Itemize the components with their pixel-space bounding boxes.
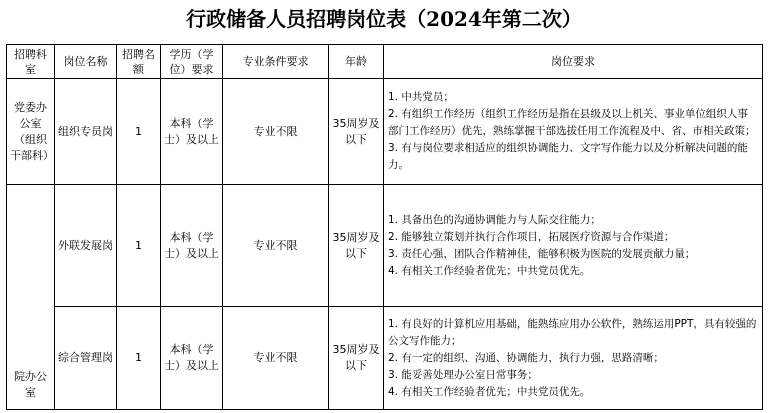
cell-count: 1	[117, 307, 161, 410]
header-position: 岗位名称	[55, 45, 117, 79]
requirement-item: 1. 中共党员；	[388, 91, 454, 103]
table-row	[7, 79, 763, 185]
cell-major: 专业不限	[223, 79, 329, 185]
header-education: 学历（学位）要求	[161, 45, 223, 79]
table-header-row	[7, 45, 763, 79]
header-dept: 招聘科室	[7, 45, 55, 79]
requirement-item: 1. 有良好的计算机应用基础，能熟练应用办公软件，熟练运用PPT，具有较强的公文写作能力；	[388, 317, 757, 347]
recruitment-table	[6, 44, 763, 410]
page-title: 行政储备人员招聘岗位表（2024年第二次）	[186, 7, 582, 31]
cell-major: 专业不限	[223, 307, 329, 410]
header-major: 专业条件要求	[223, 45, 329, 79]
cell-dept: 党委办公室（组织干部科）	[7, 79, 55, 185]
requirement-item: 2. 能够独立策划并执行合作项目，拓展医疗资源与合作渠道；	[388, 230, 675, 243]
cell-requirements	[384, 185, 763, 307]
requirement-item: 3. 能妥善处理办公室日常事务；	[388, 368, 538, 381]
requirement-item: 2. 有组织工作经历（组织工作经历是指在县级及以上机关、事业单位组织人事部门工作经历）优先，熟练掌握干部选拔任用工作流程及中、省、市相关政策；	[388, 108, 756, 137]
header-count: 招聘名额	[117, 45, 161, 79]
cell-count: 1	[117, 79, 161, 185]
header-requirements: 岗位要求	[384, 45, 763, 79]
table-row	[7, 185, 763, 307]
table-row	[7, 307, 763, 410]
cell-age: 35周岁及以下	[329, 79, 384, 185]
cell-requirements	[384, 307, 763, 410]
cell-education: 本科（学士）及以上	[161, 79, 223, 185]
requirement-item: 4. 有相关工作经验者优先；中共党员优先。	[388, 264, 591, 277]
cell-age: 35周岁及以下	[329, 185, 384, 307]
cell-position: 外联发展岗	[55, 185, 117, 307]
cell-education: 本科（学士）及以上	[161, 307, 223, 410]
requirement-item: 3. 有与岗位要求相适应的组织协调能力、文字写作能力以及分析解决问题的能力。	[388, 142, 748, 171]
requirement-item: 1. 具备出色的沟通协调能力与人际交往能力；	[388, 213, 601, 226]
requirement-item: 4. 有相关工作经验者优先；中共党员优先。	[388, 385, 591, 398]
cell-count: 1	[117, 185, 161, 307]
cell-age: 35周岁及以下	[329, 307, 384, 410]
cell-dept: 院办公室	[7, 185, 55, 410]
cell-position: 组织专员岗	[55, 79, 117, 185]
requirement-item: 2. 有一定的组织、沟通、协调能力，执行力强，思路清晰；	[388, 351, 664, 364]
requirement-item: 3. 责任心强，团队合作精神佳，能够积极为医院的发展贡献力量；	[388, 247, 696, 260]
header-age: 年龄	[329, 45, 384, 79]
cell-position: 综合管理岗	[55, 307, 117, 410]
cell-education: 本科（学士）及以上	[161, 185, 223, 307]
cell-requirements	[384, 79, 763, 185]
cell-major: 专业不限	[223, 185, 329, 307]
